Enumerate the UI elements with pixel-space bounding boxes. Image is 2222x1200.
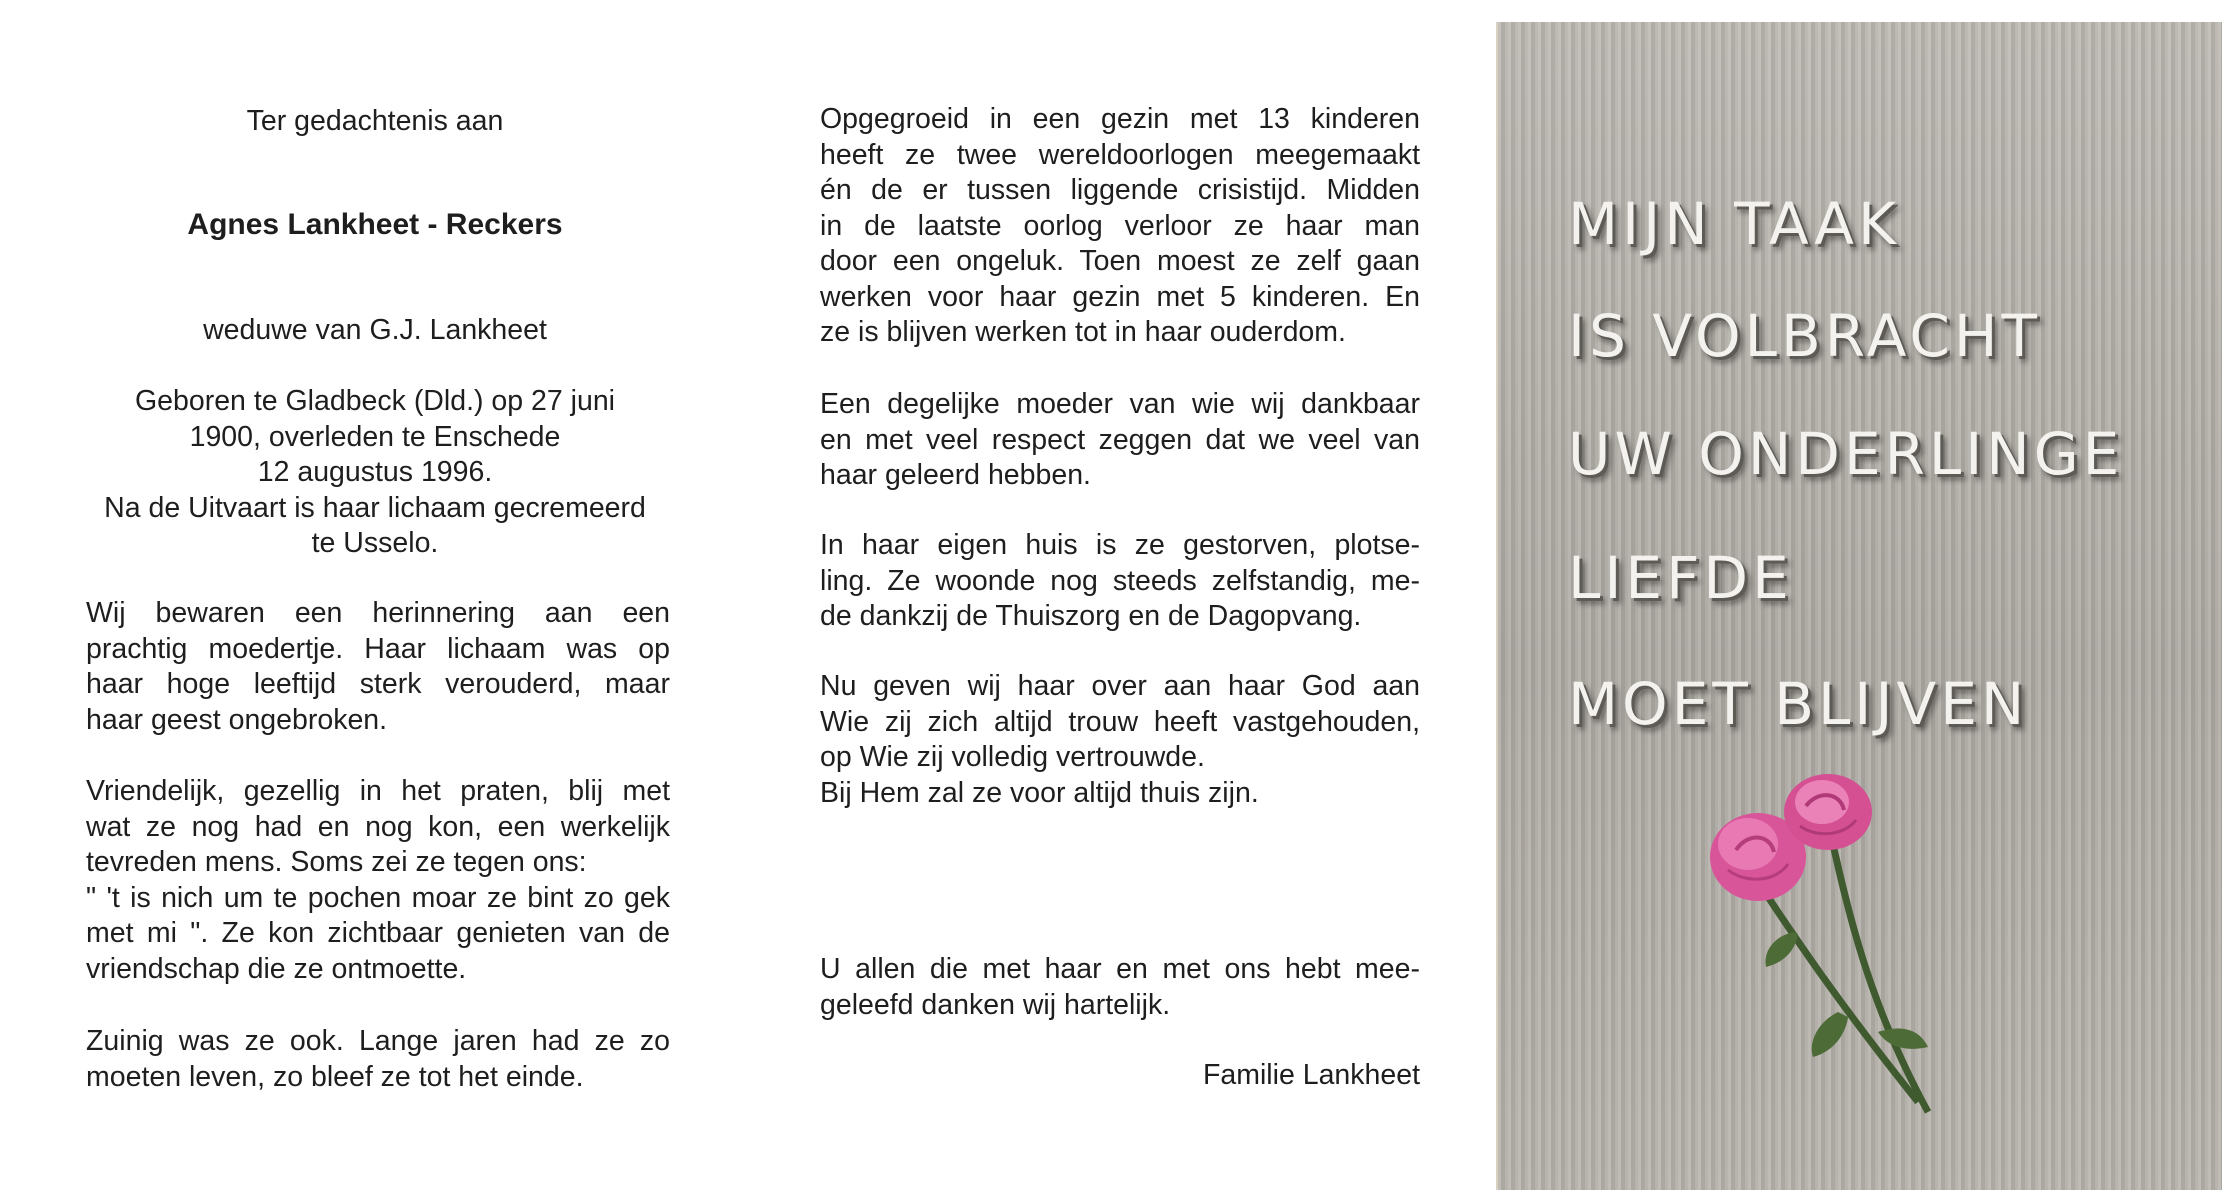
paragraph-upbringing [820, 102, 1420, 351]
paragraph-god [820, 669, 1420, 811]
birth-line: te Usselo. [311, 527, 439, 559]
text-line: U allen die met haar en met ons hebt mee- [820, 953, 1420, 985]
paragraph-home [820, 528, 1420, 635]
text-line: Wie zij zich altijd trouw heeft vastgehouden, [820, 705, 1420, 738]
text-line: In haar eigen huis is ze gestorven, plotse- [820, 529, 1420, 561]
birth-line: 1900, overleden te Enschede [189, 420, 561, 453]
text-line: en met veel respect zeggen dat we veel van [820, 423, 1420, 456]
paragraph-thrifty [86, 1024, 670, 1095]
roses-illustration [1688, 772, 2048, 1152]
paragraph-thanks [820, 952, 1420, 1023]
text-line: ze is blijven werken tot in haar ouderdom. [820, 316, 1346, 348]
text-line: vriendschap die ze ontmoette. [86, 952, 467, 985]
paragraph-friendly [86, 774, 670, 987]
text-line: Zuinig was ze ook. Lange jaren had ze zo [86, 1025, 670, 1057]
birth-line: Na de Uitvaart is haar lichaam gecremeerd [104, 491, 646, 524]
text-line: ling. Ze woonde nog steeds zelfstandig, me- [820, 564, 1420, 597]
heading: Ter gedachtenis aan [246, 105, 504, 137]
text-line: haar geest ongebroken. [86, 703, 388, 736]
birth-death-block [0, 384, 750, 562]
text-line: werken voor haar gezin met 5 kinderen. En [820, 280, 1420, 313]
text-line: de dankzij de Thuiszorg en de Dagopvang. [820, 600, 1362, 632]
plaque-line: IS VOLBRACHT [1568, 302, 2041, 370]
text-line: door een ongeluk. Toen moest ze zelf gaan [820, 245, 1420, 277]
text-line: in de laatste oorlog verloor ze haar man [820, 209, 1420, 242]
left-page [0, 0, 780, 1200]
text-line: én de er tussen liggende crisistijd. Midden [820, 174, 1420, 206]
text-line: Wij bewaren een herinnering aan een [86, 597, 670, 629]
plaque-line: LIEFDE [1568, 544, 1793, 612]
birth-line: Geboren te Gladbeck (Dld.) op 27 juni [134, 385, 616, 417]
text-line: prachtig moedertje. Haar lichaam was op [86, 632, 670, 665]
rose-right [1784, 774, 1872, 850]
text-line: met mi ". Ze kon zichtbaar genieten van de [86, 917, 670, 949]
text-line: moeten leven, zo bleef ze tot het einde. [86, 1060, 584, 1093]
family-signature: Familie Lankheet [1202, 1059, 1420, 1091]
birth-line: 12 augustus 1996. [257, 456, 493, 488]
widow-line: weduwe van G.J. Lankheet [203, 314, 547, 346]
text-line: haar hoge leeftijd sterk verouderd, maar [86, 668, 670, 700]
plaque-line: MIJN TAAK [1568, 190, 1901, 258]
text-line: tevreden mens. Soms zei ze tegen ons: [86, 846, 587, 878]
text-line: op Wie zij volledig vertrouwde. [820, 741, 1205, 773]
text-line: geleefd danken wij hartelijk. [820, 988, 1171, 1021]
paragraph-mother [820, 387, 1420, 494]
memorial-photo-card [1496, 22, 2222, 1190]
text-line: wat ze nog had en nog kon, een werkelijk [86, 810, 670, 843]
text-line: Vriendelijk, gezellig in het praten, blij met [86, 775, 670, 807]
plaque-line: MOET BLIJVEN [1568, 670, 2029, 738]
text-line: Opgegroeid in een gezin met 13 kinderen [820, 103, 1420, 135]
text-line: Een degelijke moeder van wie wij dankbaar [820, 388, 1420, 420]
text-line: " 't is nich um te pochen moar ze bint zo gek [86, 881, 670, 914]
plaque-line: UW ONDERLINGE [1568, 420, 2124, 488]
text-line: haar geleerd hebben. [820, 459, 1091, 491]
middle-page [780, 0, 1470, 1200]
paragraph-memory [86, 596, 670, 738]
text-line: Bij Hem zal ze voor altijd thuis zijn. [820, 776, 1259, 809]
text-line: Nu geven wij haar over aan haar God aan [820, 670, 1420, 702]
text-line: heeft ze twee wereldoorlogen meegemaakt [820, 138, 1420, 171]
deceased-name: Agnes Lankheet - Reckers [187, 208, 563, 241]
